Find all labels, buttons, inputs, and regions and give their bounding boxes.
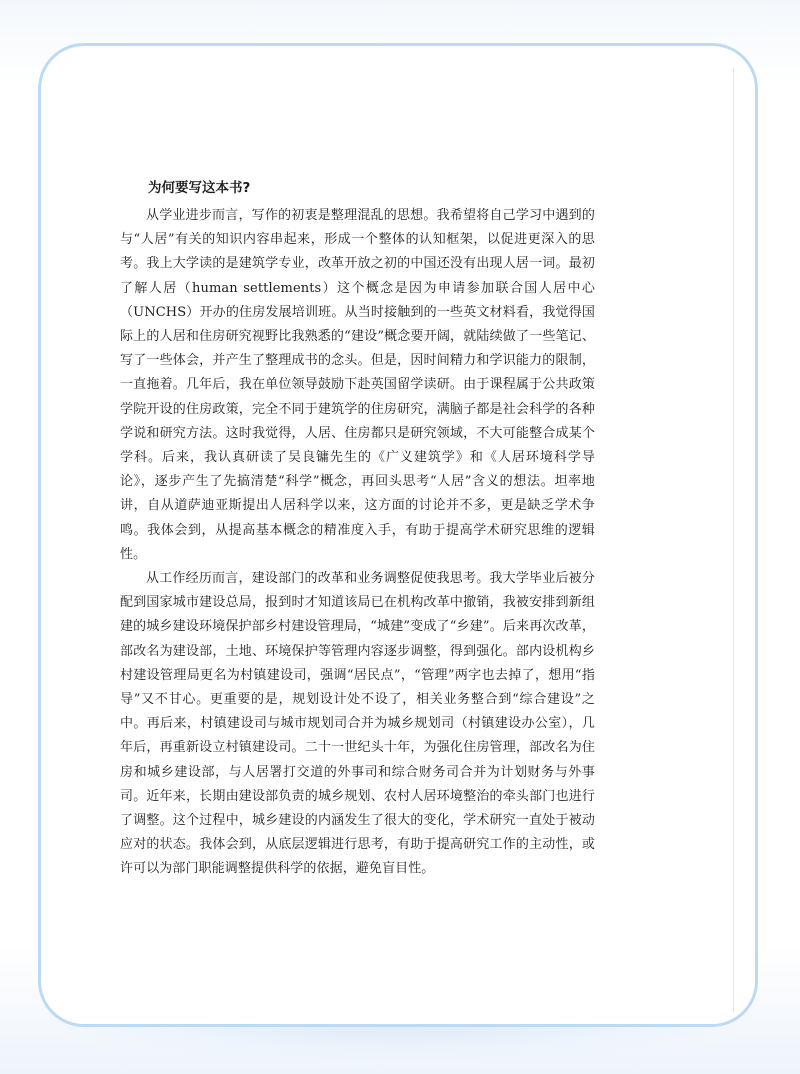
paragraph-work-experience: 从工作经历而言，建设部门的改革和业务调整促使我思考。我大学毕业后被分配到国家城市建设总局，报到时才知道该局已在机构改革中撤销，我被安排到新组建的城乡建设环境保护部乡村建设管理局，“城建”变成了“乡建”。后来再次改革，部改名为建设部，土地、环境保护等管理内容逐步调整，得到强化。部内设机构乡村建设管理局更名为村镇建设司，强调“居民点”，“管理”两字也去掉了，想用“指导”又不甘心。更重要的是，规划设计处不设了，相关业务整合到“综合建设”之中。再后来，村镇建设司与城市规划司合并为城乡规划司（村镇建设办公室），几年后，再重新设立村镇建设司。二十一世纪头十年，为强化住房管理，部改名为住房和城乡建设部，与人居署打交道的外事司和综合财务司合并为计划财务与外事司。近年来，长期由建设部负责的城乡规划、农村人居环境整治的牵头部门也进行了调整。这个过程中，城乡建设的内涵发生了很大的变化，学术研究一直处于被动应对的状态。我体会到，从底层逻辑进行思考，有助于提高研究工作的主动性，或许可以为部门职能调整提供科学的依据，避免盲目性。 (120, 571, 595, 877)
paragraph-academic: 从学业进步而言，写作的初衷是整理混乱的思想。我希望将自己学习中遇到的与“人居”有关的知识内容串起来，形成一个整体的认知框架，以促进更深入的思考。我上大学读的是建筑学专业，改革开放之初的中国还没有出现人居一词。最初了解人居（human settlements）这个概念是因为申请参加联合国人居中心（UNCHS）开办的住房发展培训班。从当时接触到的一些英文材料看，我觉得国际上的人居和住房研究视野比我熟悉的“建设”概念要开阔，就陆续做了一些笔记、写了一些体会，并产生了整理成书的念头。但是，因时间精力和学识能力的限制，一直拖着。几年后，我在单位领导鼓励下赴英国留学读研。由于课程属于公共政策学院开设的住房政策，完全不同于建筑学的住房研究，满脑子都是社会科学的各种学说和研究方法。这时我觉得，人居、住房都只是研究领域，不大可能整合成某个学科。后来，我认真研读了吴良镛先生的《广义建筑学》和《人居环境科学导论》，逐步产生了先搞清楚“科学”概念，再回头思考“人居”含义的想法。坦率地讲，自从道萨迪亚斯提出人居科学以来，这方面的讨论并不多，更是缺乏学术争鸣。我体会到，从提高基本概念的精准度入手，有助于提高学术研究思维的逻辑性。 (120, 208, 595, 562)
document-content (120, 178, 595, 882)
page-edge-line (733, 68, 734, 1012)
section-heading: 为何要写这本书? (148, 180, 251, 196)
